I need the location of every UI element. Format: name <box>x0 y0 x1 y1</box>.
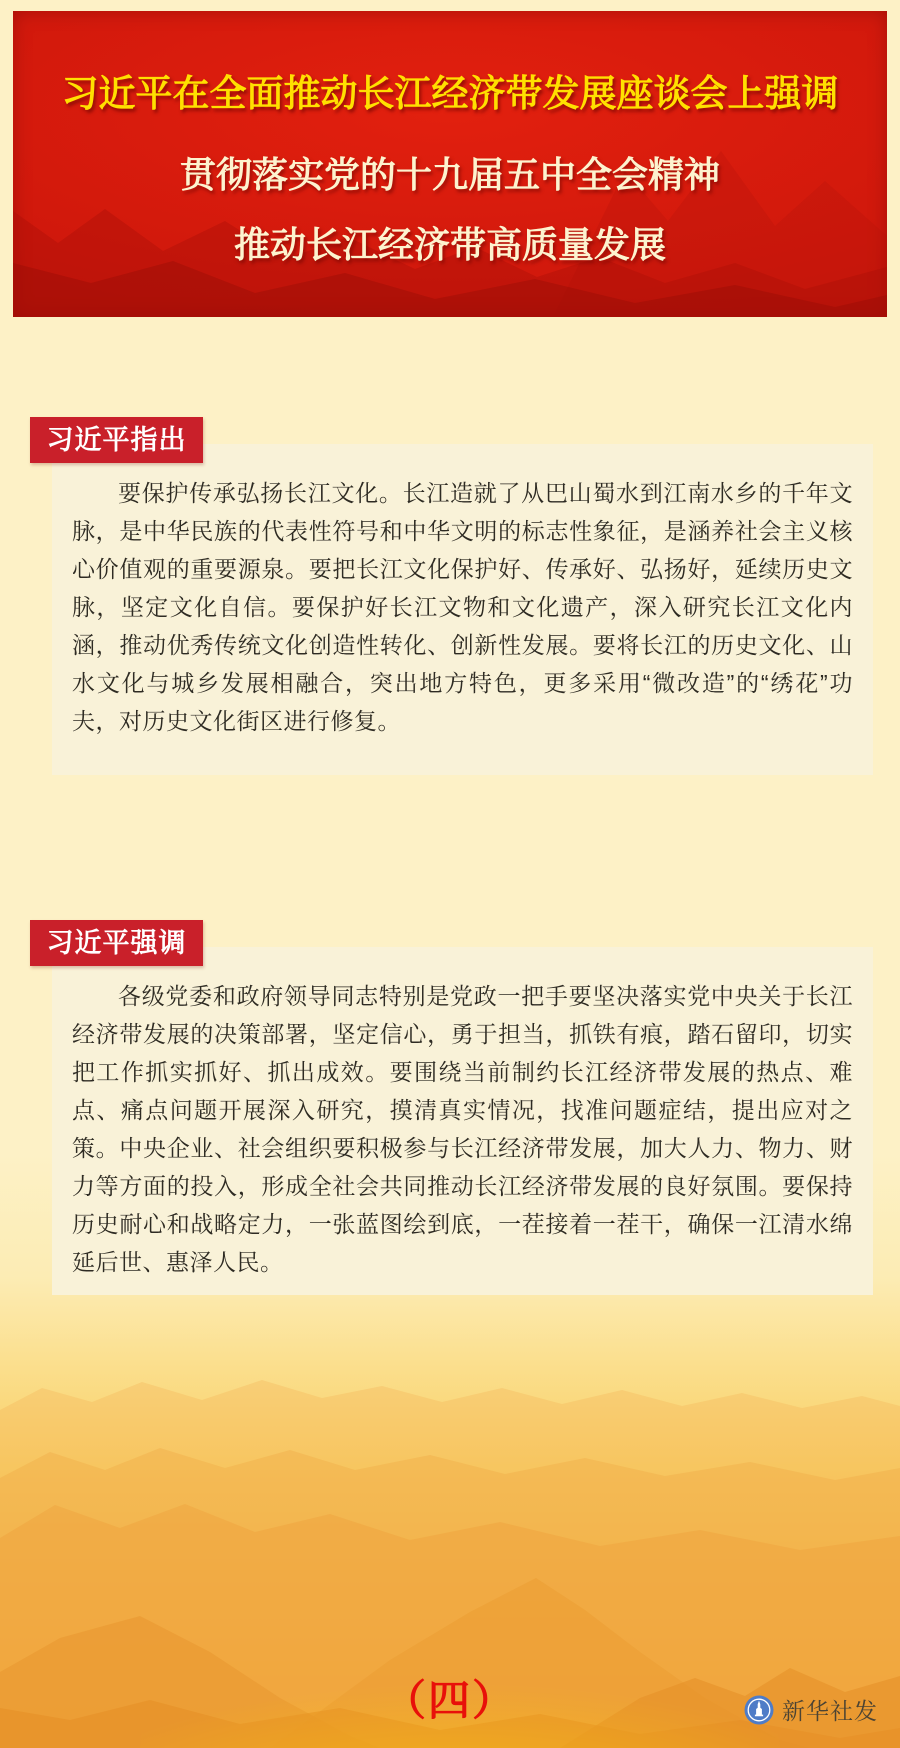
credit-block <box>744 1693 878 1726</box>
page-number: （四） <box>383 1677 516 1724</box>
quote-paragraph-2: 各级党委和政府领导同志特别是党政一把手要坚决落实党中央关于长江经济带发展的决策部署，坚定信心，勇于担当，抓铁有痕，踏石留印，切实把工作抓实抓好、抓出成效。要围绕当前制约长江经济带发展的热点、难点、痛点问题开展深入研究，摸清真实情况，找准问题症结，提出应对之策。中央企业、社会组织要积极参与长江经济带发展，加大人力、物力、财力等方面的投入，形成全社会共同推动长江经济带发展的良好氛围。要保持历史耐心和战略定力，一张蓝图绘到底，一茬接着一茬干，确保一江清水绵延后世、惠泽人民。 <box>72 983 853 1275</box>
xinhua-logo-icon <box>744 1695 774 1725</box>
headline-line-1: 习近平在全面推动长江经济带发展座谈会上强调 <box>61 73 839 114</box>
quote-paragraph-1: 要保护传承弘扬长江文化。长江造就了从巴山蜀水到江南水乡的千年文脉，是中华民族的代表性符号和中华文明的标志性象征，是涵养社会主义核心价值观的重要源泉。要把长江文化保护好、传承好、弘扬好，延续历史文脉，坚定文化自信。要保护好长江文物和文化遗产，深入研究长江文化内涵，推动优秀传统文化创造性转化、创新性发展。要将长江的历史文化、山水文化与城乡发展相融合，突出地方特色，更多采用“微改造”的“绣花”功夫，对历史文化街区进行修复。 <box>72 480 853 734</box>
quote-label-qiangdiao: 习近平强调 <box>30 920 203 966</box>
quote-box-2 <box>52 947 873 1295</box>
headline-line-2: 贯彻落实党的十九届五中全会精神 <box>179 154 720 195</box>
quote-label-zhichu: 习近平指出 <box>30 417 203 463</box>
header-banner <box>13 11 887 317</box>
headline-line-3: 推动长江经济带高质量发展 <box>233 224 666 265</box>
credit-text: 新华社发 <box>782 1698 878 1724</box>
quote-box-1 <box>52 444 873 775</box>
